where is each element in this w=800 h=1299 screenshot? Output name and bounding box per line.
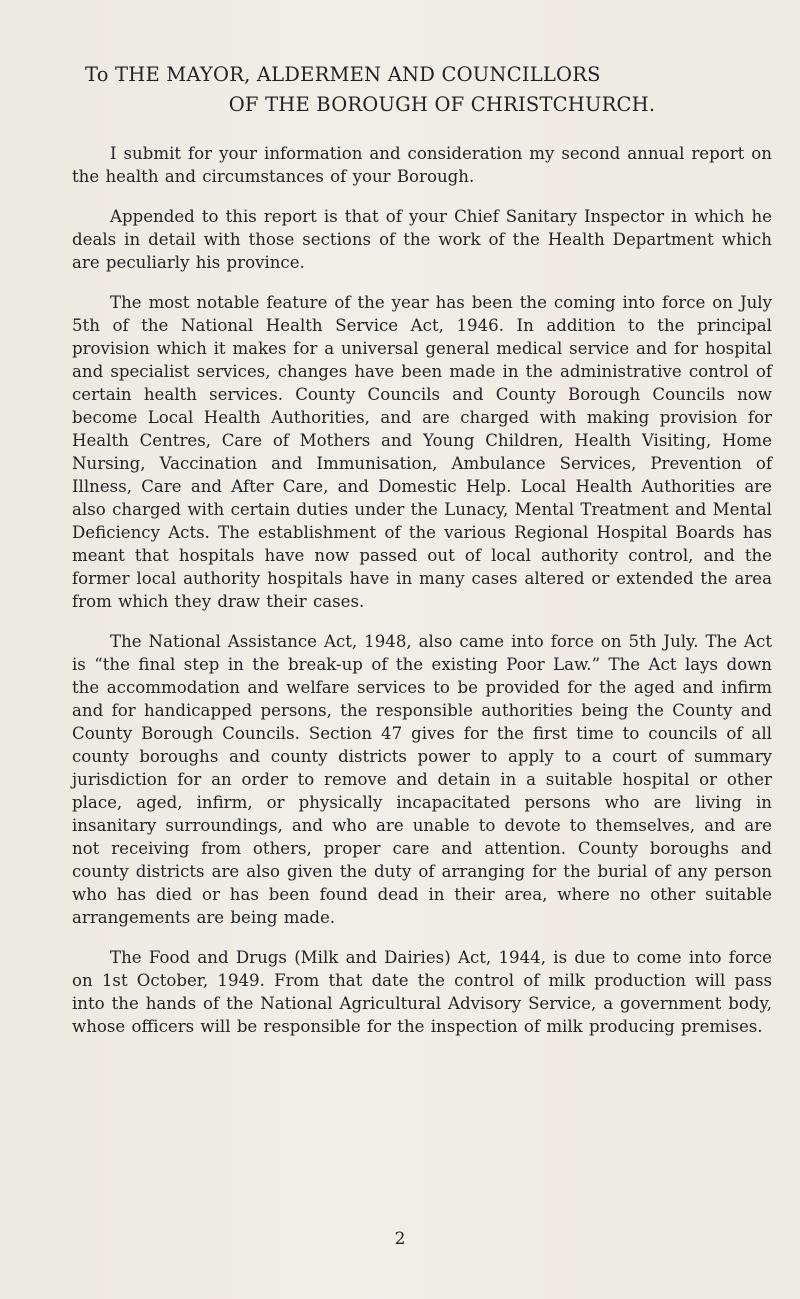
page-number: 2 — [394, 1229, 406, 1249]
addressee-heading — [72, 60, 772, 120]
addressee-line-1: To THE MAYOR, ALDERMEN AND COUNCILLORS — [85, 63, 601, 86]
report-body — [72, 60, 772, 1055]
addressee-line-2: OF THE BOROUGH OF CHRISTCHURCH. — [228, 93, 656, 116]
paragraph-national-health-service-act: The most notable feature of the year has been the coming into force on July 5th of the National Health Service Act, 1946. In addition to the principal provision which it makes for a universal general medical service and for hospital and specialist services, changes have been made in the administrative control of certain health services. County Councils and County Borough Councils now become Local Health Authorities, and are charged with making provision for Health Centres, Care of Mothers and Young Children, Health Visiting, Home Nursing, Vaccination and Immunisation, Ambulance Services, Prevention of Illness, Care and After Care, and Domestic Help. Local Health Authorities are also charged with certain duties under the Lunacy, Mental Treatment and Mental Deficiency Acts. The establishment of the various Regional Hospital Boards has meant that hospitals have now passed out of local authority control, and the former local authority hospitals have in many cases altered or extended the area from which they draw their cases. — [72, 293, 772, 611]
paragraph-food-and-drugs-act: The Food and Drugs (Milk and Dairies) Act, 1944, is due to come into force on 1st October, 1949. From that date the control of milk production will pass into the hands of the National Agricultural Advisory Service, a government body, whose officers will be responsible for the inspection of milk producing premises. — [72, 948, 772, 1036]
paragraph-national-assistance-act: The National Assistance Act, 1948, also came into force on 5th July. The Act is “the final step in the break-up of the existing Poor Law.” The Act lays down the accommodation and welfare services to be provided for the aged and infirm and for handicapped persons, the responsible authorities being the County and County Borough Councils. Section 47 gives for the first time to councils of all county boroughs and county districts power to apply to a court of summary jurisdiction for an order to remove and detain in a suitable hospital or other place, aged, infirm, or physically incapacitated persons who are living in insanitary surroundings, and who are unable to devote to themselves, and are not receiving from others, proper care and attention. County boroughs and county districts are also given the duty of arranging for the burial of any person who has died or has been found dead in their area, where no other suitable arrangements are being made. — [72, 632, 772, 927]
paragraph-introduction: I submit for your information and consideration my second annual report on the health and circumstances of your Borough. — [72, 144, 772, 186]
paragraph-sanitary-inspector: Appended to this report is that of your Chief Sanitary Inspector in which he deals in detail with those sections of the work of the Health Department which are peculiarly his province. — [72, 207, 772, 272]
